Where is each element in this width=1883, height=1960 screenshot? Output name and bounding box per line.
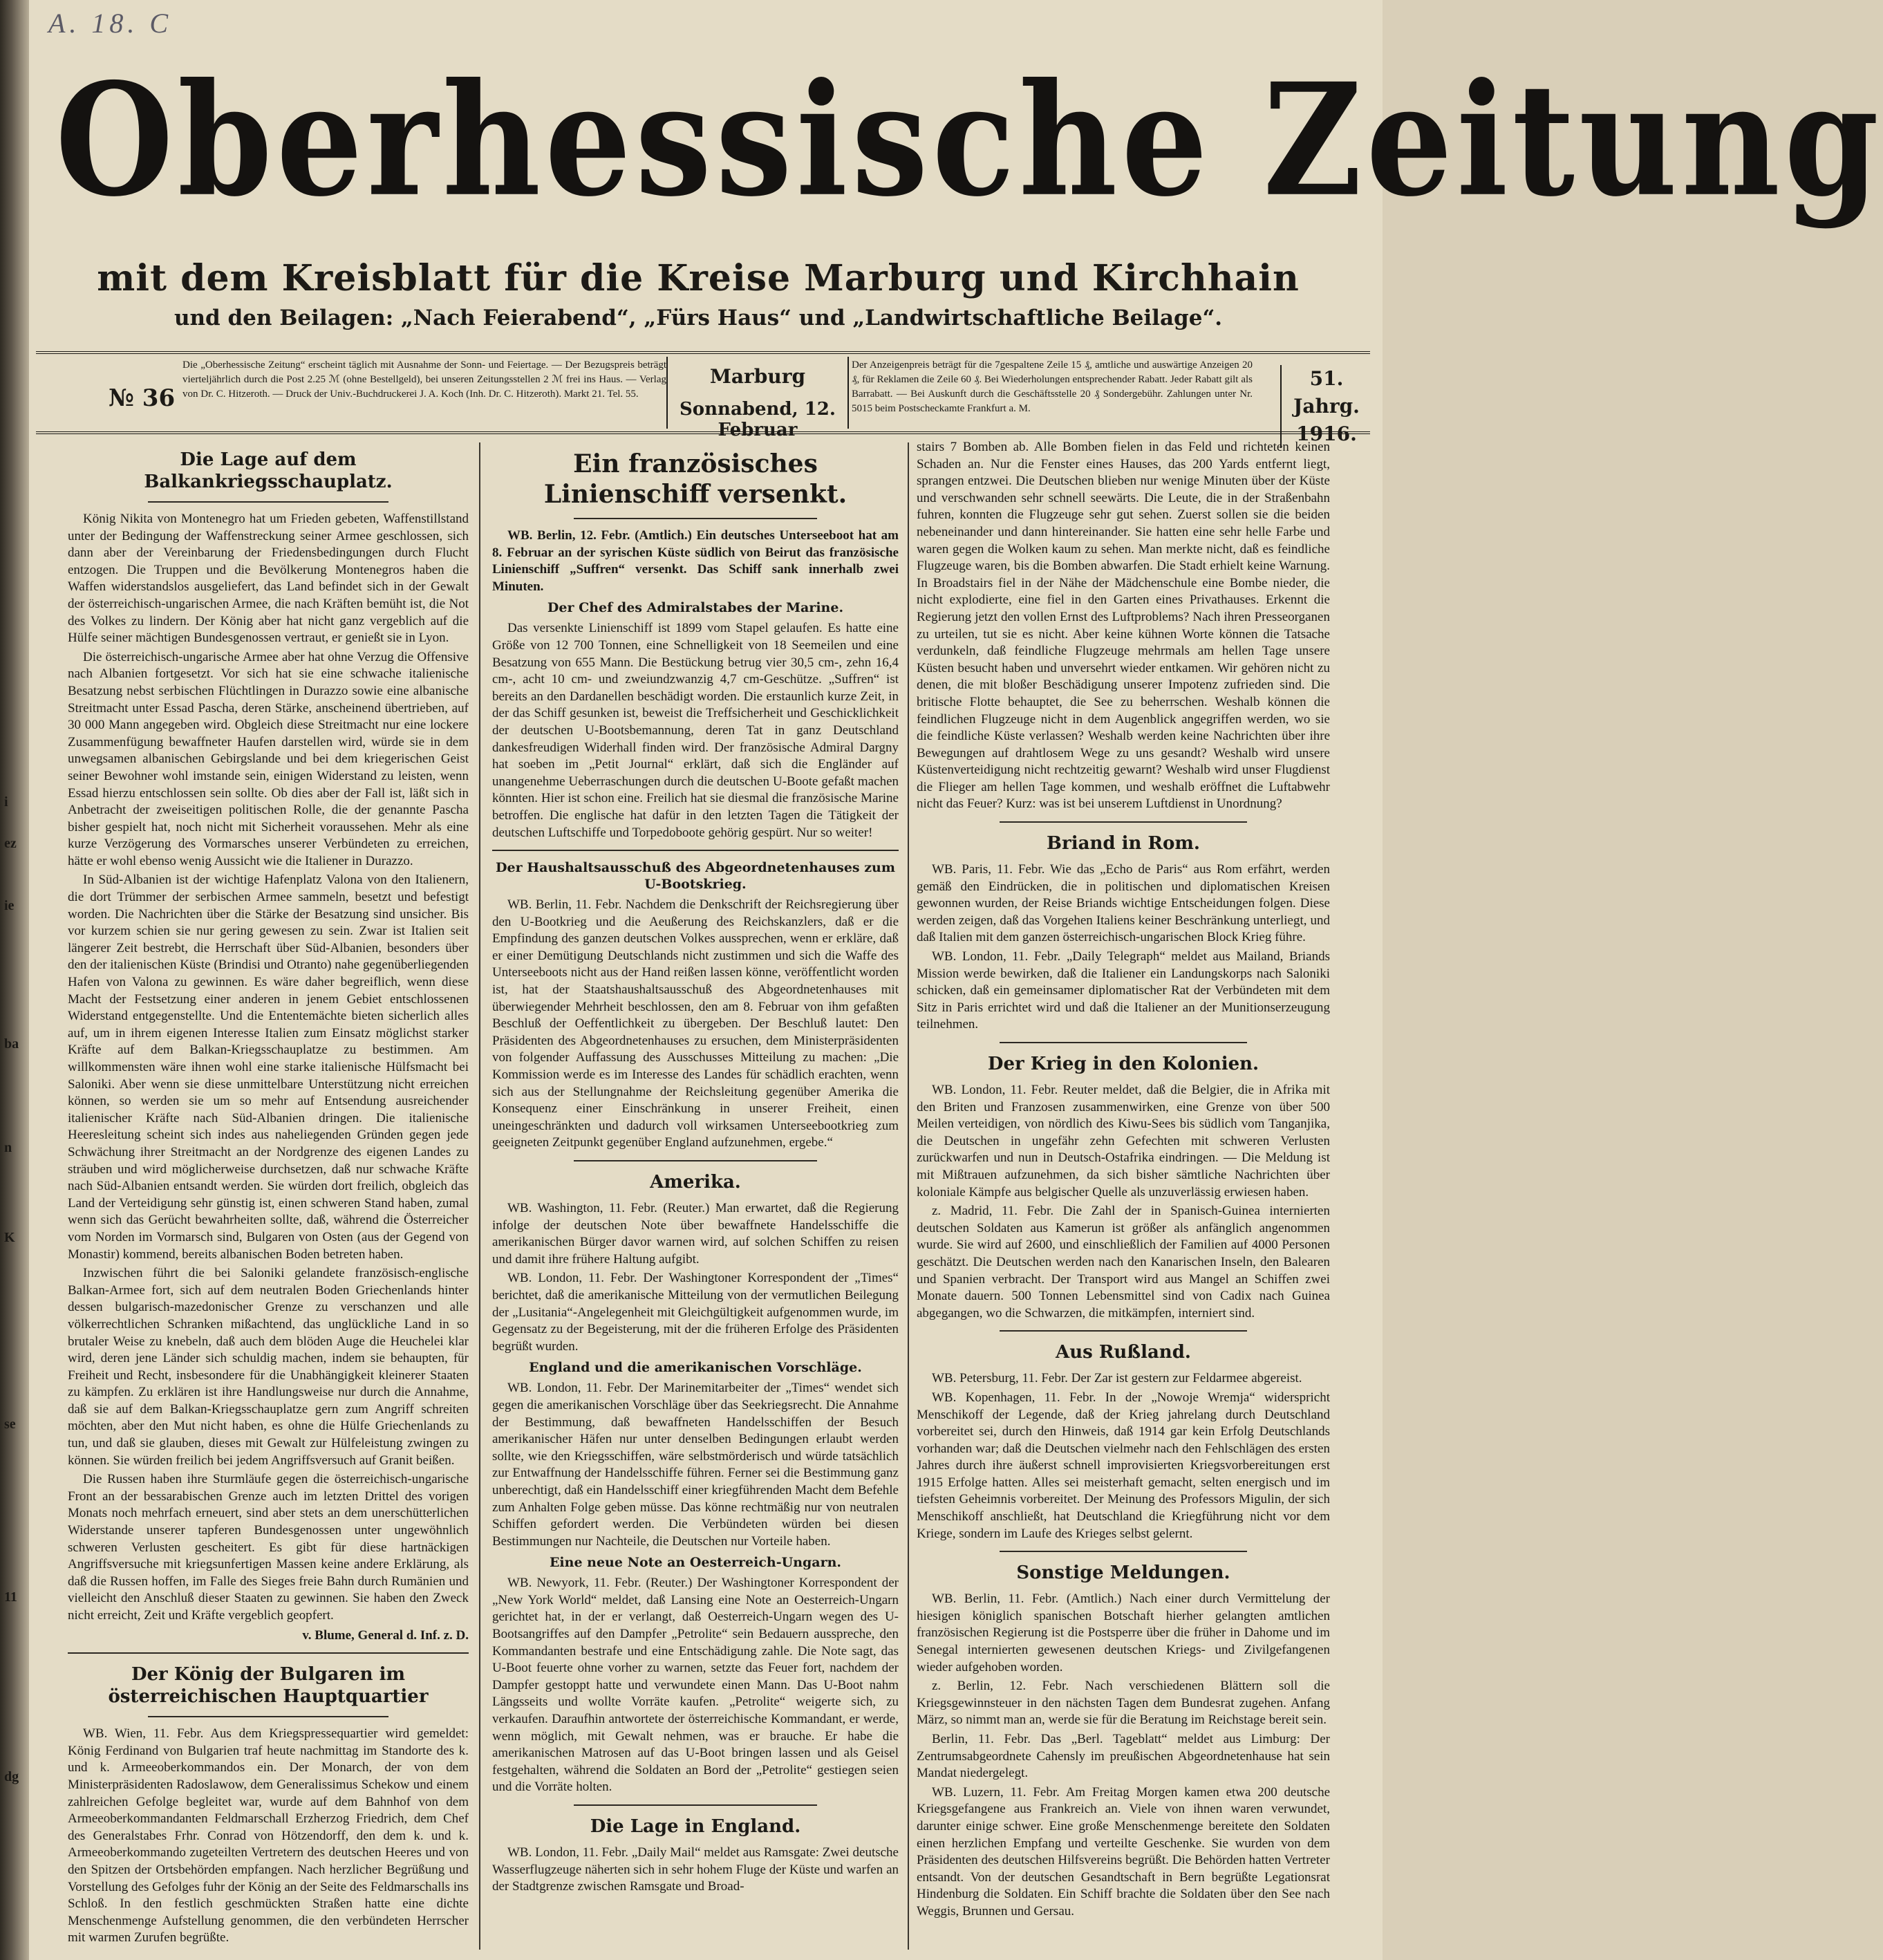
paragraph: WB. London, 11. Febr. Der Marinemitarbeiter der „Times“ wendet sich gegen die amerikanischen Vorschläge über das Seekriegsrecht. Die Annahme der Bestimmung, daß bewaffneten Handelsschiffen der Besuch amerikanischer Häfen nur unter denselben Bedingungen erlaubt werden sollte, wie den Kriegsschiffen, wäre selbstmörderisch und würde tatsächlich zur Entwaffnung der Handelsschiffe führen. Ferner sei die Bestimmung ganz unberechtigt, daß ein Handelsschiff einer kriegführenden Macht dem Befehle zum Anhalten Folge geben müsse. Das könne rechtmäßig nur von neutralen Schiffen gefordert werden. Die Verbündeten würden bei diesen Bestimmungen nur Nachteile, die Deutschen nur Vorteile haben. <box>492 1381 899 1549</box>
divider <box>148 1716 388 1717</box>
adjacent-page-fragment: i ez ie ba n K se 11 dg <box>4 794 19 1784</box>
paragraph: Die österreichisch-ungarische Armee aber hat ohne Verzug die Offensive nach Albanien fortgesetzt. Vor sich hat sie eine schwache italienische Besatzung nebst serbischen Flüchtlingen in Durazzo sowie eine albanische Streitmacht unter Essad Pascha, deren Stärke, anscheinend übertrieben, auf 30 000 Mann angegeben wird. Obgleich diese Streitmacht nur eine lockere Zusammenfügung bewaffneter Haufen darstellen wird, würde sie in dem unwegsamen albanischen Gebirgslande und bei dem kriegerischen Geist seiner Bewohner wohl imstande sein, einigen Widerstand zu leisten, wenn Essad hierzu entschlossen sein sollte. Ob dies aber der Fall ist, läßt sich in Anbetracht der zweiseitigen politischen Rolle, die der genannte Pascha bisher gespielt hat, noch nicht mit Sicherheit voraussehen. Mehr als eine kurze Verzögerung des Vormarsches unserer Verbündeten zu erreichen, hätte er wohl ebenso wenig Aussicht wie die Italiener in Durazzo. <box>68 649 469 868</box>
column-3 <box>917 439 1330 1953</box>
paragraph: z. Madrid, 11. Febr. Die Zahl der in Spanisch-Guinea internierten deutschen Soldaten aus Kamerun ist größer als anfänglich angenommen wurde. Sie wird auf 2600, und einschließlich der Familien auf 4000 Personen geschätzt. Die Deutschen werden nach den Kanarischen Inseln, den Balearen und Spanien verbracht. Der Transport wird aus Mangel an Schiffen zwei Monate dauern. 500 Tonnen Lebensmittel sind von Cadix nach Guinea abgegangen, wo die Schwarzen, die mitkämpfen, interniert sind. <box>917 1204 1330 1320</box>
masthead <box>55 38 1883 266</box>
column-rule <box>479 442 480 1950</box>
paragraph: König Nikita von Montenegro hat um Frieden gebeten, Waffenstillstand unter der Bedingung der Waffenstreckung seiner Armee geschlossen, sich dann aber der Vereinbarung der Friedensbedingungen durch Flucht entzogen. Die Truppen und die Bevölkerung Montenegros haben die Waffen widerstandslos ausgeliefert, das Land befindet sich in der Gewalt der österreichisch-ungarischen Armee, die nach Kräften bemüht ist, die Not des Volkes zu lindern. Der König aber hat nicht ganz vergeblich auf die Hülfe seiner mächtigen Bundesgenossen vertraut, er genießt sie in Lyon. <box>68 512 469 646</box>
masthead-supplements: und den Beilagen: „Nach Feierabend“, „Fürs Haus“ und „Landwirtschaftliche Beilage“. <box>174 306 1223 330</box>
issue-date: Sonnabend, 12. Februar <box>680 399 836 440</box>
paragraph: WB. Newyork, 11. Febr. (Reuter.) Der Washingtoner Korrespondent der „New York World“ meldet, daß Lansing eine Note an Oesterreich-Ungarn gerichtet hat, in der er verlangt, daß Oesterreich-Ungarn wegen des U-Bootsangriffes auf den Dampfer „Petrolite“ sein Bedauern ausspreche, den Kommandanten bestrafe und eine Entschädigung zahle. Die Note sagt, das U-Boot feuerte ohne vorher zu warnen, setzte das Feuer fort, nachdem der Dampfer gestoppt hatte und verwundete einen Mann. Das U-Boot nahm Längsseits und wollte Vorräte kaufen. „Petrolite“ weigerte sich, zu verkaufen. Daraufhin antwortete der österreichische Kommandant, er werde, wenn möglich, mit Gewalt nehmen, was er brauche. Er habe die amerikanischen Matrosen auf das U-Boot bringen lassen und als Geisel festgehalten, während die Soldaten an Bord der „Petrolite“ gestiegen seien und die Vorräte holten. <box>492 1576 899 1795</box>
divider <box>492 850 899 851</box>
paragraph: In Süd-Albanien ist der wichtige Hafenplatz Valona von den Italienern, die dort Trümmer der serbischen Armee sammeln, besetzt und befestigt worden. Die Nachrichten über die Stärke der Besatzung sind unsicher. Bis vor kurzem schien sie nur gering gewesen zu sein. Zwar ist Italien seit längerer Zeit bestrebt, die Herrschaft über Süd-Albanien, besonders über den der italienischen Küste (Brindisi und Otranto) nahe gegenüberliegenden Hafen von Valona zu gewinnen. Es wäre daher begreiflich, wenn diese Macht der Festsetzung einer anderen in jenem Gebiet entschlossenen Widerstand entgegenstellte. Und die Ententemächte bieten sicherlich alles auf, um in ihrem eigenen Interesse Italien zum Einsatz möglichst starker Kräfte auf dem Balkan-Kriegsschauplatze zu bestimmen. Am willkommensten wäre ihnen wohl eine starke italienische Hülfsmacht bei Saloniki. Aber wenn sie diese unmittelbare Unterstützung nicht erreichen können, so werden sie um so mehr auf Entsendung ausreichender italienischer Kräfte nach Süd-Albanien dringen. Die italienische Heeresleitung scheint sich indes aus naheliegenden Gründen gegen jede Schwächung ihrer Streitmacht an der Nordgrenze des eigenen Landes zu sträuben und wird möglicherweise durchsetzen, daß nur schwache Kräfte nach Süd-Albanien entsandt werden. Sie würden dort freilich, obgleich das Land der Verteidigung sehr günstig ist, einen schweren Stand haben, zumal wenn sich das Gerücht bewahrheiten sollte, daß, während die Österreicher vom Norden im Vormarsch sind, Bulgaren von Osten (aus der Gegend von Monastir) kommend, bereits albanischen Boden betreten haben. <box>68 872 469 1262</box>
divider <box>574 1804 818 1806</box>
subscription-info: Die „Oberhessische Zeitung“ erscheint täglich mit Ausnahme der Sonn- und Feiertage. — Der Bezugspreis beträgt vierteljährlich durch die Post 2.25 ℳ (ohne Bestellgeld), bei unseren Zeitungsstellen 2 ℳ frei ins Haus. — Verlag von Dr. C. Hitzeroth. — Druck der Univ.-Buchdruckerei J. A. Koch (Inh. Dr. C. Hitzeroth). Markt 21. Tel. 55. <box>182 360 666 400</box>
place: Marburg <box>709 365 806 388</box>
paragraph: WB. Berlin, 11. Febr. Nachdem die Denkschrift der Reichsregierung über den U-Bootkrieg und die Aeußerung des Reichskanzlers, daß er die Empfindung des ganzen deutschen Volkes aussprechen, wenn er erkläre, daß er einer Demütigung Deutschlands nicht zustimmen und sich die Waffe des Unterseeboots nicht aus der Hand reißen lassen könne, veröffentlicht worden ist, hat der Staatshaushaltsausschuß des Abgeordnetenhauses mit überwiegender Mehrheit beschlossen, den am 8. Februar von ihm gefaßten Beschluß der Oeffentlichkeit zu übergeben. Der Beschluß lautet: Den Präsidenten des Abgeordnetenhauses zu ersuchen, dem Ministerpräsidenten von folgender Auffassung des Ausschusses Mitteilung zu machen: „Die Kommission werde es im Interesse des Landes für schädlich erachten, wenn sich aus der Stellungnahme der Reichsleitung gegenüber Amerika die Konsequenz einer Einschränkung in unserer Freiheit, einen uneingeschränkten und dadurch voll wirksamen Unterseebootkrieg zum geeigneten Zeitpunkt gegenüber England aufzunehmen, ergebe.“ <box>492 897 899 1150</box>
paragraph: WB. Berlin, 11. Febr. (Amtlich.) Nach einer durch Vermittelung der hiesigen königlich spanischen Botschaft hierher gelangten amtlichen französischen Regierung ist die Postsperre über die früher in Dahome und im Senegal internierten gewesenen deutschen Kriegs- und Zivilgefangenen wieder aufgehoben worden. <box>917 1592 1330 1674</box>
paragraph: WB. Luzern, 11. Febr. Am Freitag Morgen kamen etwa 200 deutsche Kriegsgefangene aus Frankreich an. Viele von ihnen waren verwundet, darunter einige schwer. Eine große Menschenmenge bereitete den Soldaten einen herzlichen Empfang und verteilte Geschenke. Sie wurden von dem Präsidenten des deutschen Hilfsvereins begrüßt. Die Behörden hatten Vertreter entsandt. Von der deutschen Gesandtschaft in Bern begrüßte Legationsrat Hindenburg die Soldaten. Ein Schiff brachte die Soldaten über den See nach Weggis, Brunnen und Gersau. <box>917 1784 1330 1919</box>
year: 1916. <box>1296 422 1357 445</box>
headline-balkan: Die Lage auf dem Balkankriegsschauplatz. <box>144 449 393 492</box>
masthead-subtitle: mit dem Kreisblatt für die Kreise Marburg und Kirchhain <box>97 257 1300 299</box>
paragraph: Berlin, 11. Febr. Das „Berl. Tageblatt“ meldet aus Limburg: Der Zentrumsabgeordnete Cahensly im preußischen Abgeordnetenhause hat sein Mandat niedergelegt. <box>917 1732 1330 1781</box>
subheadline-england-proposals: England und die amerikanischen Vorschläge. <box>529 1360 862 1376</box>
paragraph: WB. Washington, 11. Febr. (Reuter.) Man erwartet, daß die Regierung infolge der deutschen Note über bewaffnete Handelsschiffe die amerikanischen Bürger davor warnen wird, auf solchen Schiffen zu reisen und damit ihre frühere Haltung aufgibt. <box>492 1201 899 1267</box>
column-2 <box>492 439 899 1953</box>
divider <box>1000 1551 1248 1552</box>
divider <box>148 501 388 503</box>
column-1 <box>68 439 469 1953</box>
issue-number: № 36 <box>109 384 176 412</box>
headline-england: Die Lage in England. <box>590 1816 801 1837</box>
official-report: WB. Berlin, 12. Febr. (Amtlich.) Ein deutsches Unterseeboot hat am 8. Februar an der syrischen Küste südlich von Beirut das französische Linienschiff „Suffren“ versenkt. Das Schiff sank innerhalb zwei Minuten. <box>492 528 899 594</box>
paragraph: WB. Petersburg, 11. Febr. Der Zar ist gestern zur Feldarmee abgereist. <box>932 1371 1302 1386</box>
newspaper-title: Oberhessische Zeitung <box>55 50 1883 232</box>
headline-colonies: Der Krieg in den Kolonien. <box>987 1054 1259 1074</box>
paragraph: WB. London, 11. Febr. „Daily Telegraph“ meldet aus Mailand, Briands Mission werde bewirken, daß die Italiener ein Landungskorps nach Saloniki schicken, daß ein gemeinsamer diplomatischer Rat der Verbündeten mit dem Sitz in Paris errichtet wird und daß die Italiener an der Munitionserzeugung teilnehmen. <box>917 949 1330 1032</box>
paragraph: WB. Paris, 11. Febr. Wie das „Echo de Paris“ aus Rom erfährt, werden gemäß den Eindrücken, die in politischen und diplomatischen Kreisen gewonnen wurden, der Reise Briands wichtige Entscheidungen folgen. Diese werden zeigen, daß das Vorgehen Italiens keiner Beschränkung unterliegt, und daß Italien mit dem ganzen österreichisch-ungarischen Block Krieg führe. <box>917 862 1330 945</box>
headline-briand-rome: Briand in Rom. <box>1047 833 1200 855</box>
place-date-box <box>666 357 849 440</box>
divider <box>1000 821 1248 823</box>
volume-year-box <box>1280 365 1371 448</box>
paragraph: WB. London, 11. Febr. Reuter meldet, daß die Belgier, die in Afrika mit den Briten und Franzosen zusammenwirken, eine Grenze von über 500 Meilen verteidigen, von nördlich des Kiwu-Sees bis südlich vom Tanganjika, die Deutschen in ungefähr zehn Gefechten mit schweren Verlusten zurückwarfen und nun in Deutsch-Ostafrika eindringen. — Die Meldung ist mit Mißtrauen aufzunehmen, da sich bisher sämtliche Nachrichten über koloniale Kämpfe aus belgischer Quelle als unzuverlässig erwiesen haben. <box>917 1083 1330 1200</box>
volume: 51. Jahrg. <box>1293 367 1360 418</box>
divider <box>574 1160 818 1161</box>
paragraph: stairs 7 Bomben ab. Alle Bomben fielen in das Feld und richteten keinen Schaden an. Nur die Fenster eines Hauses, das 200 Yards entfernt liegt, sprangen entzwei. Die Deutschen blieben nur wenige Minuten über der Küste und verschwanden sehr schnell seewärts. Die Leute, die in der Straßenbahn fuhren, konnten die Flugzeuge sehr gut sehen. Zuerst sollen sie die beiden nebeneinander und dann hintereinander. Sie hatten eine sehr helle Farbe und waren gegen die Wolken kaum zu sehen. Man merkte nicht, daß es feindliche Flugzeuge waren, bis die Bomben abwarfen. Die Stadt erhielt keine Warnung. In Broadstairs fiel in der Nähe der Mädchenschule eine Bombe nieder, die nicht explodierte, eine fiel in den Garten eines Privathauses. Erkennt die Regierung jetzt den vollen Ernst des Luftproblems? Nach ihren Presseorganen zu urteilen, tut sie es nicht. Aber keine kühnen Worte können die Tatsache verdunkeln, daß feindliche Flugzeuge mehrmals am hellen Tage unsere Küsten besucht haben und unversehrt wieder entkamen. Wir gehören nicht zu denen, die mit bloßer Beschädigung unserer Impotenz zufrieden sind. Die britische Flotte behauptet, die See zu beherrschen. Weshalb können die feindlichen Flugzeuge nicht in dem Augenblick angegriffen werden, wo sie die feindliche Küste verlassen? Weshalb werden keine Nachrichten über ihre Bewegungen auf drahtlosem Wege zu uns gesandt? Weshalb wird unsere Küstenverteidigung nicht rechtzeitig gewarnt? Weshalb wird unser Flugdienst die Flieger am hellen Tage kommen, und weshalb eröffnet die Luftabwehr nicht das Feuer? Kurz: was ist bei unserem Luftdienst in Unordnung? <box>917 440 1330 812</box>
paragraph: WB. Kopenhagen, 11. Febr. In der „Nowoje Wremja“ widerspricht Menschikoff der Legende, daß der Krieg jahrelang durch Deutschland vorbereitet sei, durch den Hinweis, daß 1914 gar kein Erfolg Deutschlands vorhanden war; daß die Deutschen vielmehr nach den Fehlschlägen des ersten Jahres durch ihre äußerst schnell improvisierten Kriegsvorbereitungen erst 1915 Erfolge hatten. Alles sei meisterhaft gemacht, selten energisch und im tiefsten Geheimnis vorbereitet. Der Meinung des Professors Migulin, der sich Menschikoff anschließt, hat Deutschland die Kriegführung nicht vor dem Kriege, sondern im Laufe des Krieges selbst gelernt. <box>917 1390 1330 1541</box>
divider <box>68 1652 469 1654</box>
headline-budget-committee: Der Haushaltsausschuß des Abgeordnetenhauses zum U-Bootskrieg. <box>496 860 895 893</box>
divider <box>574 518 818 519</box>
paragraph: Das versenkte Linienschiff ist 1899 vom Stapel gelaufen. Es hatte eine Größe von 12 700 Tonnen, eine Schnelligkeit von 18 Seemeilen und eine Besatzung von 655 Mann. Die Bestückung betrug vier 30,5 cm-, zehn 16,4 cm-, acht 10 cm- und zweiundzwanzig 4,7 cm-Geschütze. „Suffren“ ist bereits an den Dardanellen beschädigt worden. Die erstaunlich kurze Zeit, in der das Schiff gesunken ist, beweist die Treffsicherheit und Geschicklichkeit der deutschen U-Bootsbemannung, deren Tat in ganz Deutschland dankesfreudigen Widerhall finden wird. Der französische Admiral Dargny hat soeben im „Petit Journal“ erklärt, daß sich die Engländer auf unangenehme Ueberraschungen durch die deutschen U-Boote gefaßt machen könnten. Hier ist schon eine. Freilich hat sie diesmal die französische Marine betroffen. Die englische hat dafür in den letzten Tagen die Tätigkeit der deutschen Luftschiffe und Torpedoboote gehörig gespürt. Nur so weiter! <box>492 621 899 840</box>
paragraph: WB. Wien, 11. Febr. Aus dem Kriegspressequartier wird gemeldet: König Ferdinand von Bulgarien traf heute nachmittag im Standorte des k. und k. Armeeoberkommandos ein. Der Monarch, der von dem Ministerpräsidenten Radoslawow, dem Generalissimus Schekow und einem zahlreichen Gefolge begleitet war, wurde auf dem Bahnhof von dem Armeeoberkommandanten Feldmarschall Erzherzog Friedrich, dem Chef des Generalstabes Frhr. Conrad von Hötzendorff, den dem k. und k. Armeeoberkommando zugeteilten Vertretern des deutschen Heeres und von den Spitzen der Ortsbehörden empfangen. Nach herzlicher Begrüßung und Vorstellung des Gefolges fuhr der König an der Seite des Feldmarschalls ins Schloß. In den festlich geschmückten Straßen hatte eine dichte Menschenmenge Aufstellung genommen, die den verbündeten Herrscher mit warmen Zurufen begrüßte. <box>68 1726 469 1945</box>
report-signature: Der Chef des Admiralstabes der Marine. <box>547 600 844 616</box>
handwritten-archive-note: A. 18. C <box>48 8 173 39</box>
advertising-rates: Der Anzeigenpreis beträgt für die 7gespaltene Zeile 15 ₰, amtliche und auswärtige Anzeigen 20 ₰, für Reklamen die Zeile 60 ₰. Bei Wiederholungen entsprechender Rabatt. Jeder Rabatt gilt als Barrabatt. — Bei Auskunft durch die Geschäftsstelle 20 ₰ Sondergebühr. Zahlungen unter Nr. 5015 beim Postscheckamte Frankfurt a. M. <box>852 360 1253 414</box>
paragraph: Inzwischen führt die bei Saloniki gelandete französisch-englische Balkan-Armee fort, sich auf dem neutralen Boden Griechenlands hinter dessen bulgarisch-mazedonischer Grenze zu verschanzen und alle völkerrechtlichen Schranken mißachtend, das unglückliche Land in so brutaler Weise zu knebeln, daß auch dem blöden Auge die Heuchelei klar wird, deren jene Länder sich schuldig machen, indem sie behaupten, für Freiheit und Recht, insbesondere für die Unabhängigkeit kleinerer Staaten zu kämpfen. Zu erklären ist ihre Handlungsweise nur durch die Annahme, daß sie auf dem Balkan-Kriegsschauplatze gern zum Angriff schreiten möchten, aber den Mut nicht haben, es ohne die Hülfe Griechenlands zu tun, und daß sie glauben, dieses mit Gewalt zur Hülfeleistung zwingen zu können. Sie würden freilich bei jedem Angriffsversuch auf Granit beißen. <box>68 1266 469 1468</box>
headline-battleship-sunk: Ein französisches Linienschiff versenkt. <box>543 449 847 509</box>
headline-bulgarian-king: Der König der Bulgaren im österreichischen Hauptquartier <box>108 1664 429 1708</box>
paragraph: Die Russen haben ihre Sturmläufe gegen die österreichisch-ungarische Front an der bessarabischen Grenze auch im letzten Drittel des vorigen Monats noch mehrfach erneuert, sind aber stets an dem unerschütterlichen Widerstande unserer tapferen Bundesgenossen unter ungewöhnlich schweren Verlusten gescheitert. Es gibt für diese hartnäckigen Angriffsversuche mit kriegsunfertigen Massen keine andere Erklärung, als daß die Russen hoffen, im Falle des Sieges freie Bahn durch Rumänien und vielleicht den Anschluß dieser Staaten zu gewinnen. Sie haben den Zweck nicht erreicht, Zeit und Kräfte vergeblich geopfert. <box>68 1472 469 1623</box>
divider <box>1000 1330 1248 1332</box>
headline-russia: Aus Rußland. <box>1056 1342 1191 1363</box>
headline-other-news: Sonstige Meldungen. <box>1016 1562 1230 1584</box>
author-signature: v. Blume, General d. Inf. z. D. <box>302 1627 469 1643</box>
paragraph: WB. London, 11. Febr. Der Washingtoner Korrespondent der „Times“ berichtet, daß die amerikanische Mitteilung von der vermutlichen Beilegung der „Lusitania“-Angelegenheit mit Gleichgültigkeit aufgenommen wurde, im Gegensatz zu der Begeisterung, mit der die früheren Erfolge des Präsidenten begrüßt wurden. <box>492 1271 899 1354</box>
headline-america: Amerika. <box>650 1172 741 1193</box>
paragraph: WB. London, 11. Febr. „Daily Mail“ meldet aus Ramsgate: Zwei deutsche Wasserflugzeuge näherten sich in sehr hohem Fluge der Küste und warfen an der Stadtgrenze zwischen Ramsgate und Broad- <box>492 1845 899 1894</box>
divider <box>1000 1042 1248 1043</box>
info-bar <box>36 351 1370 445</box>
column-rule <box>908 442 909 1950</box>
subheadline-note-austria: Eine neue Note an Oesterreich-Ungarn. <box>549 1555 842 1571</box>
paragraph: z. Berlin, 12. Febr. Nach verschiedenen Blättern soll die Kriegsgewinnsteuer in den nächsten Tagen dem Bundesrat zugehen. Anfang März, so nimmt man an, werde sie für die Beratung im Reichstage bereit sein. <box>917 1679 1330 1728</box>
